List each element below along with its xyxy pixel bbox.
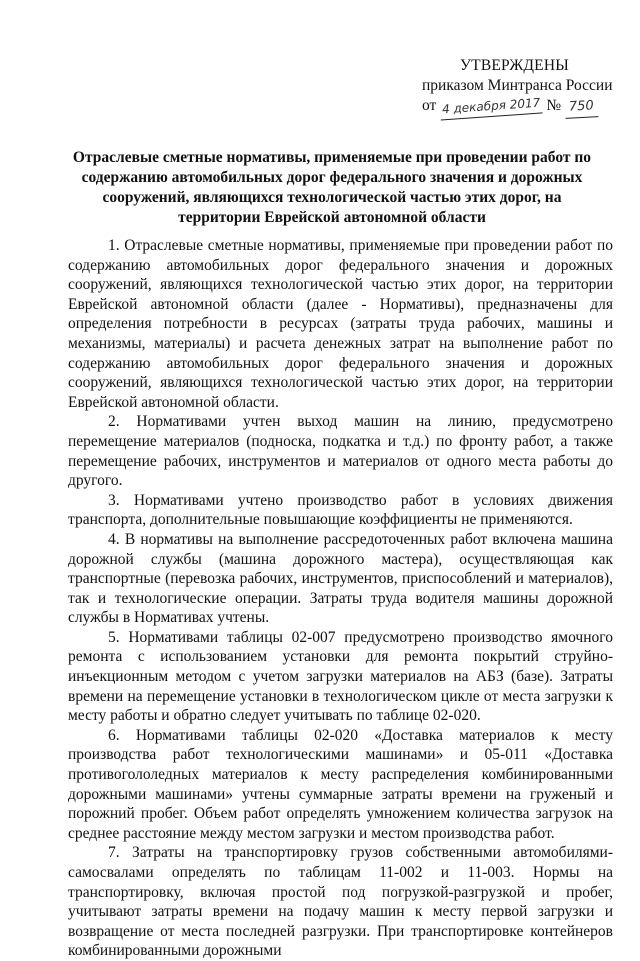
paragraph-7: 7. Затраты на транспортировку грузов собственными автомобилями-самосвалами определять по таблицам 11-002 и 11-003. Нормы на транспортировку, включая простой под погрузкой-разгрузкой и пробег, учитывают затраты времени на подачу машин к месту первой загрузки и возвращение от места последней разгрузки. При транспортировке контейнеров комбинированными дорожными <box>68 844 613 960</box>
order-date-number-line <box>422 96 618 118</box>
from-label: от <box>422 97 437 114</box>
document-body <box>68 236 613 961</box>
paragraph-1: 1. Отраслевые сметные нормативы, применяемые при проведении работ по содержанию автомобильных дорог федерального значения и дорожных сооружений, являющихся технологической частью этих дорог, на территории Еврейской автономной области (далее - Нормативы), предназначены для определения потребности в ресурсах (затраты труда рабочих, машины и механизмы, материалы) и расчета денежных затрат на выполнение работ по содержанию автомобильных дорог федерального значения и дорожных сооружений, являющихся технологической частью этих дорог, на территории Еврейской автономной области. <box>68 237 613 411</box>
handwritten-number: 750 <box>565 96 599 119</box>
number-label: № <box>546 97 562 114</box>
paragraph-3: 3. Нормативами учтено производство работ в условиях движения транспорта, дополнительные повышающие коэффициенты не применяются. <box>68 491 613 529</box>
order-line: приказом Минтранса России <box>422 77 613 94</box>
paragraph-2: 2. Нормативами учтен выход машин на линию, предусмотрено перемещение материалов (поднoска, подкатка и т.д.) по фронту работ, а также перемещение рабочих, инструментов и материалов от одного места работы до другого. <box>68 413 613 490</box>
paragraph-4: 4. В нормативы на выполнение рассредоточенных работ включена машина дорожной службы (машина дорожного мастера), осуществляющая как транспортные (перевозка рабочих, инструментов, приспособлений и материалов), так и технологические операции. Затраты труда водителя машины дорожной службы в Нормативах учтены. <box>68 530 613 627</box>
approval-block <box>418 56 618 118</box>
paragraph-5: 5. Нормативами таблицы 02-007 предусмотрено производство ямочного ремонта с использованием установки для ремонта покрытий струйно-инъекционным методом с учетом загрузки материалов на АБЗ (базе). Затраты времени на перемещение установки в технологическом цикле от места загрузки к месту работы и обратно следует учитывать по таблице 02-020. <box>68 628 613 725</box>
document-title: Отраслевые сметные нормативы, применяемые при проведении работ по содержанию автомобильных дорог федерального значения и дорожных сооружений, являющихся технологической частью этих дорог, на территории Еврейской автономной области <box>72 149 592 226</box>
paragraph-6: 6. Нормативами таблицы 02-020 «Доставка материалов к месту производства работ технологическими машинами» и 05-011 «Доставка противогололедных материалов к месту распределения комбинированными дорожными машинами» учтены суммарные затраты времени на груженый и порожний пробег. Объем работ определять умножением количества загрузок на среднее расстояние между местом загрузки и местом производства работ. <box>68 726 613 842</box>
handwritten-date: 4 декабря 2017 <box>440 92 544 120</box>
approved-heading: УТВЕРЖДЕНЫ <box>460 57 569 74</box>
